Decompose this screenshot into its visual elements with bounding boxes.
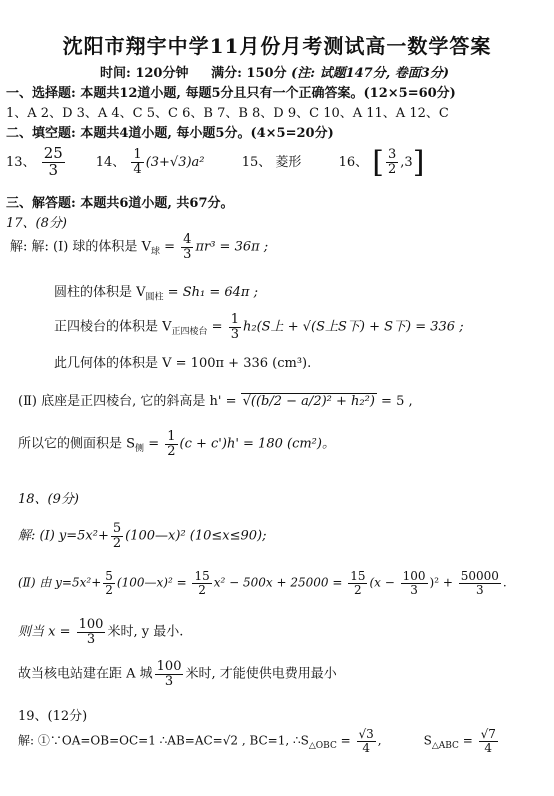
section1-answers: 1、A 2、D 3、A 4、C 5、C 6、B 7、B 8、D 9、C 10、A 11、A 12、C (6, 106, 449, 121)
q19-label: 19、(12分) (18, 709, 88, 724)
q17-line5: (Ⅱ) 底座是正四棱台, 它的斜高是 h' = √((b/2 − a/2)² + h₂²) = 5 , (18, 394, 413, 409)
section3-heading: 三、解答题: 本题共6道小题, 共67分。 (6, 196, 234, 211)
meta-line (100, 62, 449, 81)
a13-label: 13、 (6, 155, 36, 170)
a14-fraction: $\frac{1}{4}$ (133, 147, 142, 177)
q17-line1: 解: 解: (Ⅰ) 球的体积是 $V_球$ = $\frac{4}{3}$ πr³ = 36π ; (10, 232, 269, 262)
fill-answers: 13、 $\frac{25}{3}$ 14、 $\frac{1}{4}$ (3+√3)a² 15、 菱形 16、 [ $\frac{3}{2}$ ,3] (6, 144, 425, 180)
meta-note: (注: 试题147分, 卷面3分) (291, 66, 449, 81)
meta-time: 时间: 120分钟 (100, 66, 189, 81)
a14-label: 14、 (95, 155, 126, 170)
page-title: 沈阳市翔宇中学11月份月考测试高一数学答案 (62, 34, 492, 58)
q18-line4: 故当核电站建在距 A 城 $\frac{100}{3}$ 米时, 才能使供电费用最小 (18, 659, 337, 689)
q18-line1: 解: (Ⅰ) y=5x²+ $\frac{5}{2}$ (100—x)² (10≤x≤90); (18, 521, 267, 551)
q17-line6: 所以它的侧面积是 $S_侧$ = $\frac{1}{2}$ (c + c')h' = 180 (cm²)。 (18, 429, 335, 459)
q18-line2: (Ⅱ) 由 y=5x²+ $\frac{5}{2}$ (100—x)² = $\frac{15}{2}$ x² − 500x + 25000 = $\frac{15}{2}$ (x − $\frac{100}{3}$ )² + $\frac{50000}{3}$ . (18, 569, 507, 597)
a13-fraction: $\frac{25}{3}$ (43, 144, 63, 179)
a16-label: 16、 (338, 155, 369, 170)
q18-label: 18、(9分) (18, 492, 79, 507)
section1-heading: 一、选择题: 本题共12道小题, 每题5分且只有一个正确答案。(12×5=60分) (6, 86, 456, 101)
q17-line3: 正四棱台的体积是 $V_{正四棱台}$ = $\frac{1}{3}$ h₂(S上 + √(S上S下) + S下) = 336 ; (54, 312, 464, 342)
q19-line1: 解: ①∵OA=OB=OC=1 ∴AB=AC=√2 , BC=1, $\therefore S_{\triangle OBC}$ = $\frac{√3}{4}$ , $S_{\triangle ABC}$ = $\frac{√7}{4}$ (18, 727, 496, 755)
q17-line2: 圆柱的体积是 $V_{圆柱} = Sh_1 = 64\pi$ ; (54, 285, 258, 303)
q17-label: 17、(8分) (6, 216, 67, 231)
meta-score: 满分: 150分 (211, 66, 287, 81)
q18-line3: 则当 x = $\frac{100}{3}$ 米时, y 最小. (18, 617, 184, 647)
a16-fraction: $\frac{3}{2}$ (388, 147, 397, 177)
a15-answer: 15、 菱形 (241, 155, 302, 170)
section2-heading: 二、填空题: 本题共4道小题, 每小题5分。(4×5=20分) (6, 126, 334, 141)
q17-line4: 此几何体的体积是 V = 100π + 336 (cm³). (54, 356, 312, 371)
a14-expr: (3+√3)a² (145, 155, 205, 170)
